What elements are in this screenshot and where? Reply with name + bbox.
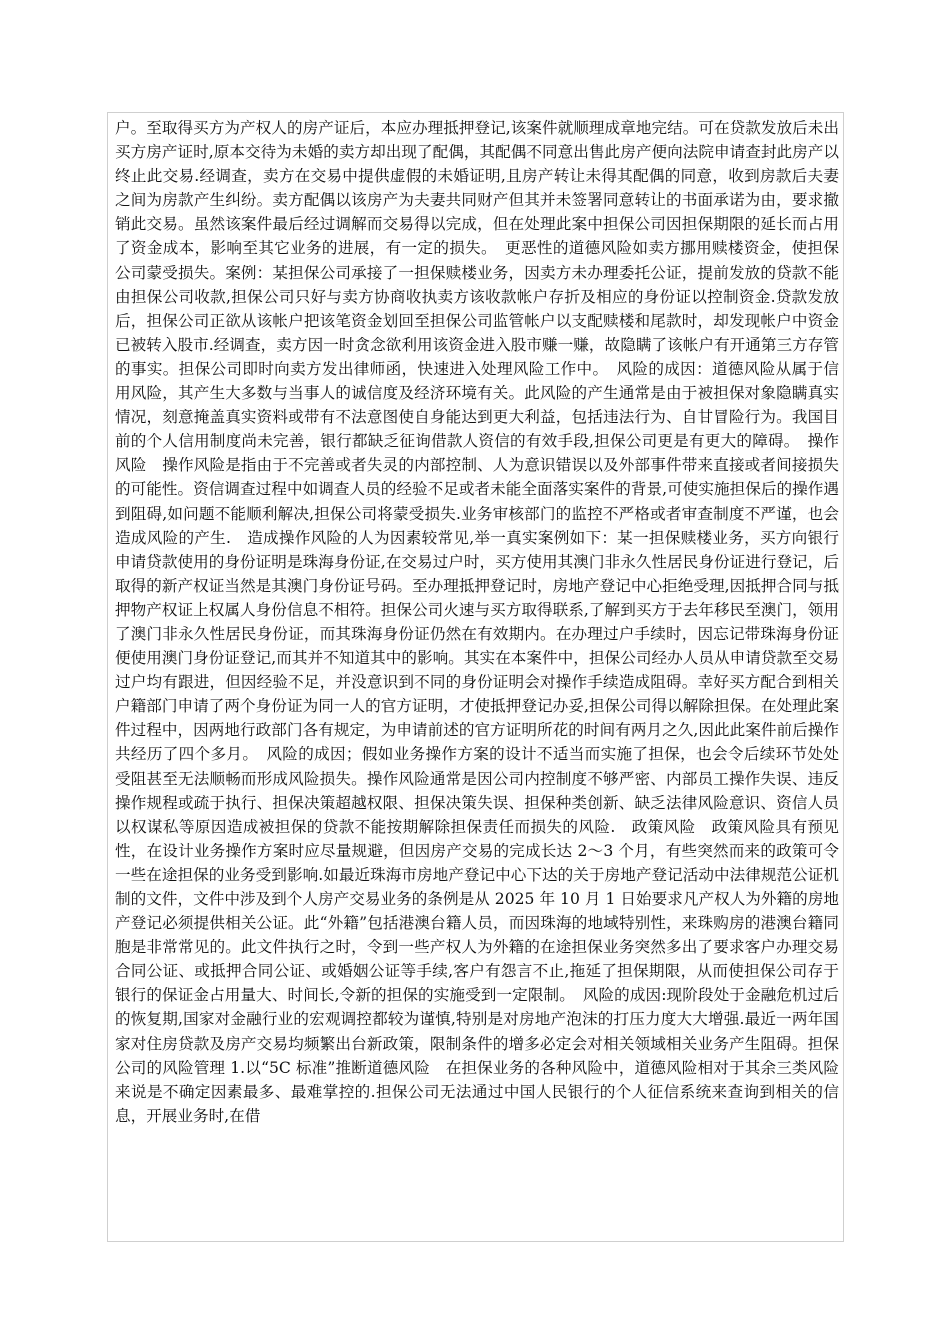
document-body-text: 户。至取得买方为产权人的房产证后，本应办理抵押登记,该案件就顺理成章地完结。可在贷款发放后未出买方房产证时,原本交待为未婚的卖方却出现了配偶，其配偶不同意出售此房产便向法院申请查封此房产以终止此交易.经调查，卖方在交易中提供虚假的未婚证明,且房产转让未得其配偶的同意，收到房款后夫妻之间为房款产生纠纷。卖方配偶以该房产为夫妻共同财产但其并未签署同意转让的书面承诺为由，要求撤销此交易。虽然该案件最后经过调解而交易得以完成，但在处理此案中担保公司因担保期限的延长而占用了资金成本，影响至其它业务的进展，有一定的损失。 更恶性的道德风险如卖方挪用赎楼资金，使担保公司蒙受损失。案例：某担保公司承接了一担保赎楼业务，因卖方未办理委托公证，提前发放的贷款不能由担保公司收款,担保公司只好与卖方协商收执卖方该收款帐户存折及相应的身份证以控制资金.贷款发放后，担保公司正欲从该帐户把该笔资金划回至担保公司监管帐户以支配赎楼和尾款时，却发现帐户中资金已被转入股市.经调查，卖方因一时贪念欲利用该资金进入股市赚一赚，故隐瞒了该帐户有开通第三方存管的事实。担保公司即时向卖方发出律师函，快速进入处理风险工作中。 风险的成因：道德风险从属于信用风险，其产生大多数与当事人的诚信度及经济环境有关。此风险的产生通常是由于被担保对象隐瞒真实情况，刻意掩盖真实资料或带有不法意图使自身能达到更大利益，包括违法行为、自甘冒险行为。我国目前的个人信用制度尚未完善，银行都缺乏征询借款人资信的有效手段,担保公司更是有更大的障碍。 操作风险 操作风险是指由于不完善或者失灵的内部控制、人为意识错误以及外部事件带来直接或者间接损失的可能性。资信调查过程中如调查人员的经验不足或者未能全面落实案件的背景,可使实施担保后的操作遇到阻碍,如问题不能顺利解决,担保公司将蒙受损失.业务审核部门的监控不严格或者审查制度不严谨，也会造成风险的产生. 造成操作风险的人为因素较常见,举一真实案例如下：某一担保赎楼业务，买方向银行申请贷款使用的身份证明是珠海身份证,在交易过户时，买方使用其澳门非永久性居民身份证进行登记，后取得的新产权证当然是其澳门身份证号码。至办理抵押登记时，房地产登记中心拒绝受理,因抵押合同与抵押物产权证上权属人身份信息不相符。担保公司火速与买方取得联系,了解到买方于去年移民至澳门，领用了澳门非永久性居民身份证，而其珠海身份证仍然在有效期内。在办理过户手续时，因忘记带珠海身份证便使用澳门身份证登记,而其并不知道其中的影响。其实在本案件中，担保公司经办人员从申请贷款至交易过户均有跟进，但因经验不足，并没意识到不同的身份证明会对操作手续造成阻碍。幸好买方配合到相关户籍部门申请了两个身份证为同一人的官方证明，才使抵押登记办妥,担保公司得以解除担保。在处理此案件过程中，因两地行政部门各有规定，为申请前述的官方证明所花的时间有两月之久,因此此案件前后操作共经历了四个多月。 风险的成因；假如业务操作方案的设计不适当而实施了担保，也会令后续环节处处受阻甚至无法顺畅而形成风险损失。操作风险通常是因公司内控制度不够严密、内部员工操作失误、违反操作规程或疏于执行、担保决策超越权限、担保决策失误、担保种类创新、缺乏法律风险意识、资信人员以权谋私等原因造成被担保的贷款不能按期解除担保责任而损失的风险. 政策风险 政策风险具有预见性，在设计业务操作方案时应尽量规避，但因房产交易的完成长达 2～3 个月，有些突然而来的政策可令一些在途担保的业务受到影响.如最近珠海市房地产登记中心下达的关于房地产登记活动中法律规范公证机制的文件，文件中涉及到个人房产交易业务的条例是从 2025 年 10 月 1 日始要求凡产权人为外籍的房地产登记必须提供相关公证。此“外籍”包括港澳台籍人员，而因珠海的地域特别性，来珠购房的港澳台籍同胞是非常常见的。此文件执行之时，令到一些产权人为外籍的在途担保业务突然多出了要求客户办理交易合同公证、或抵押合同公证、或婚姻公证等手续,客户有怨言不止,拖延了担保期限，从而使担保公司存于银行的保证金占用量大、时间长,令新的担保的实施受到一定限制。 风险的成因:现阶段处于金融危机过后的恢复期,国家对金融行业的宏观调控都较为谨慎,特别是对房地产泡沫的打压力度大大增强.最近一两年国家对住房贷款及房产交易均频繁出台新政策，限制条件的增多必定会对相关领域相关业务产生阻碍。担保公司的风险管理 1.以“5C 标准”推断道德风险 在担保业务的各种风险中，道德风险相对于其余三类风险来说是不确定因素最多、最难掌控的.担保公司无法通过中国人民银行的个人征信系统来查询到相关的信息，开展业务时,在借 [115,119,839,1125]
